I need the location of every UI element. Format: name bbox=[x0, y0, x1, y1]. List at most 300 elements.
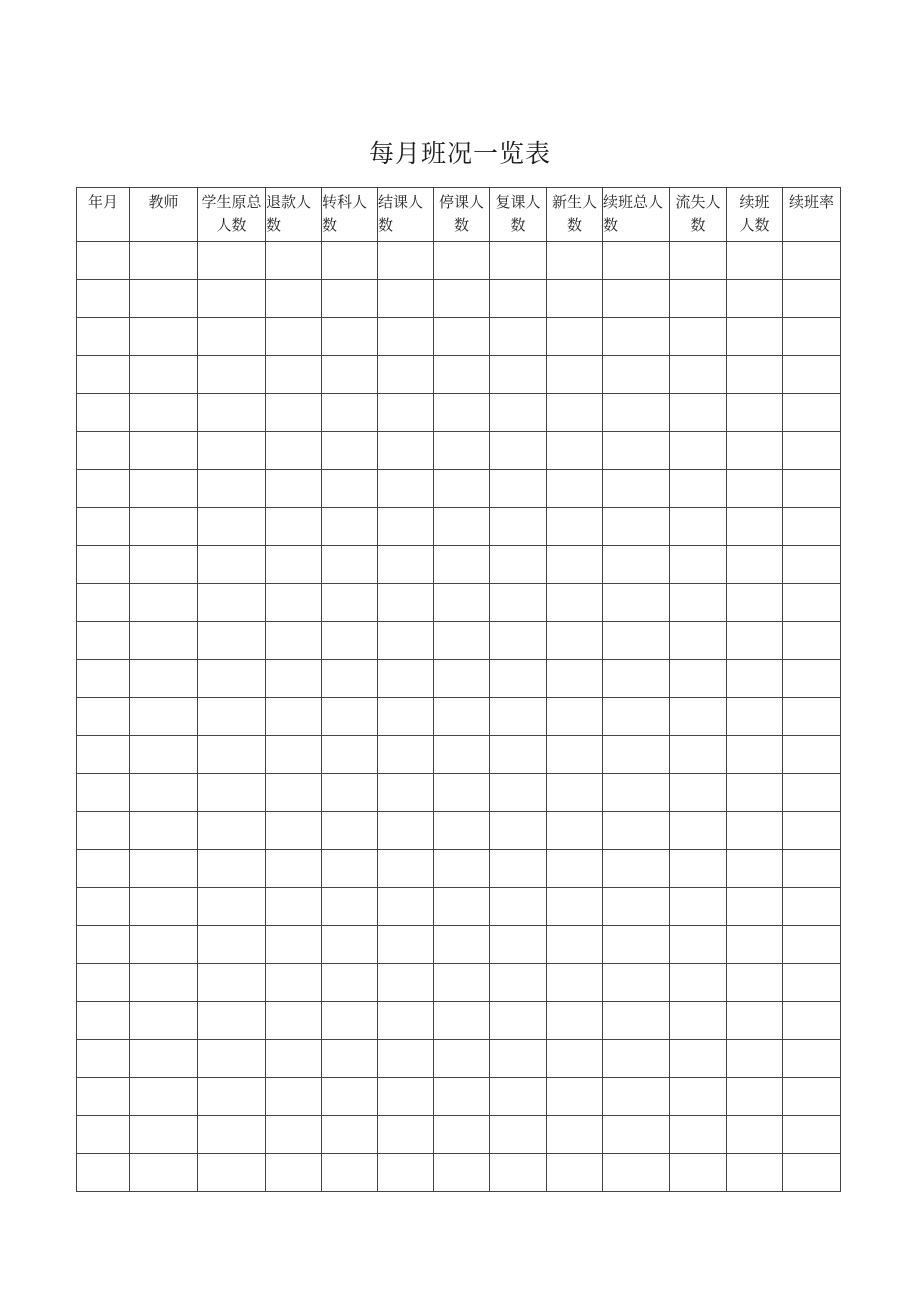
table-cell[interactable] bbox=[378, 774, 434, 812]
table-cell[interactable] bbox=[130, 508, 198, 546]
table-cell[interactable] bbox=[198, 622, 266, 660]
table-cell[interactable] bbox=[603, 280, 670, 318]
table-cell[interactable] bbox=[198, 926, 266, 964]
table-cell[interactable] bbox=[783, 470, 841, 508]
table-cell[interactable] bbox=[783, 1154, 841, 1192]
table-cell[interactable] bbox=[322, 660, 378, 698]
table-cell[interactable] bbox=[77, 888, 130, 926]
table-cell[interactable] bbox=[130, 812, 198, 850]
table-cell[interactable] bbox=[322, 242, 378, 280]
table-cell[interactable] bbox=[547, 318, 603, 356]
table-cell[interactable] bbox=[266, 774, 322, 812]
table-cell[interactable] bbox=[547, 356, 603, 394]
table-cell[interactable] bbox=[490, 394, 547, 432]
table-cell[interactable] bbox=[783, 888, 841, 926]
table-cell[interactable] bbox=[266, 432, 322, 470]
table-cell[interactable] bbox=[727, 356, 783, 394]
table-cell[interactable] bbox=[547, 622, 603, 660]
table-cell[interactable] bbox=[783, 280, 841, 318]
table-cell[interactable] bbox=[322, 584, 378, 622]
table-cell[interactable] bbox=[783, 546, 841, 584]
table-cell[interactable] bbox=[670, 242, 727, 280]
table-cell[interactable] bbox=[603, 812, 670, 850]
table-cell[interactable] bbox=[378, 1154, 434, 1192]
table-cell[interactable] bbox=[670, 698, 727, 736]
table-cell[interactable] bbox=[434, 1154, 490, 1192]
table-cell[interactable] bbox=[378, 318, 434, 356]
table-cell[interactable] bbox=[434, 774, 490, 812]
table-cell[interactable] bbox=[266, 356, 322, 394]
table-cell[interactable] bbox=[130, 584, 198, 622]
table-cell[interactable] bbox=[490, 242, 547, 280]
table-cell[interactable] bbox=[490, 850, 547, 888]
table-cell[interactable] bbox=[727, 242, 783, 280]
table-cell[interactable] bbox=[783, 660, 841, 698]
table-cell[interactable] bbox=[490, 698, 547, 736]
table-cell[interactable] bbox=[670, 546, 727, 584]
table-cell[interactable] bbox=[266, 850, 322, 888]
table-cell[interactable] bbox=[490, 356, 547, 394]
table-cell[interactable] bbox=[198, 546, 266, 584]
table-cell[interactable] bbox=[547, 280, 603, 318]
table-cell[interactable] bbox=[434, 394, 490, 432]
table-cell[interactable] bbox=[547, 1078, 603, 1116]
table-cell[interactable] bbox=[266, 736, 322, 774]
table-cell[interactable] bbox=[490, 470, 547, 508]
table-cell[interactable] bbox=[322, 470, 378, 508]
table-cell[interactable] bbox=[378, 812, 434, 850]
table-cell[interactable] bbox=[130, 1116, 198, 1154]
table-cell[interactable] bbox=[198, 1040, 266, 1078]
table-cell[interactable] bbox=[77, 660, 130, 698]
table-cell[interactable] bbox=[434, 926, 490, 964]
table-cell[interactable] bbox=[198, 1154, 266, 1192]
table-cell[interactable] bbox=[490, 1040, 547, 1078]
table-cell[interactable] bbox=[434, 622, 490, 660]
table-cell[interactable] bbox=[783, 584, 841, 622]
table-cell[interactable] bbox=[603, 432, 670, 470]
table-cell[interactable] bbox=[130, 736, 198, 774]
table-cell[interactable] bbox=[727, 280, 783, 318]
table-cell[interactable] bbox=[322, 622, 378, 660]
table-cell[interactable] bbox=[603, 736, 670, 774]
table-cell[interactable] bbox=[490, 926, 547, 964]
table-cell[interactable] bbox=[727, 698, 783, 736]
table-cell[interactable] bbox=[727, 584, 783, 622]
table-cell[interactable] bbox=[603, 660, 670, 698]
table-cell[interactable] bbox=[130, 1154, 198, 1192]
table-cell[interactable] bbox=[603, 318, 670, 356]
table-cell[interactable] bbox=[434, 280, 490, 318]
table-cell[interactable] bbox=[727, 1040, 783, 1078]
table-cell[interactable] bbox=[266, 698, 322, 736]
table-cell[interactable] bbox=[266, 1078, 322, 1116]
table-cell[interactable] bbox=[783, 1116, 841, 1154]
table-cell[interactable] bbox=[198, 432, 266, 470]
table-cell[interactable] bbox=[603, 850, 670, 888]
table-cell[interactable] bbox=[378, 508, 434, 546]
table-cell[interactable] bbox=[322, 850, 378, 888]
table-cell[interactable] bbox=[266, 508, 322, 546]
table-cell[interactable] bbox=[266, 1116, 322, 1154]
table-cell[interactable] bbox=[603, 1154, 670, 1192]
table-cell[interactable] bbox=[603, 888, 670, 926]
table-cell[interactable] bbox=[434, 584, 490, 622]
table-cell[interactable] bbox=[322, 964, 378, 1002]
table-cell[interactable] bbox=[266, 622, 322, 660]
table-cell[interactable] bbox=[603, 1116, 670, 1154]
table-cell[interactable] bbox=[490, 736, 547, 774]
table-cell[interactable] bbox=[77, 774, 130, 812]
table-cell[interactable] bbox=[603, 1002, 670, 1040]
table-cell[interactable] bbox=[783, 736, 841, 774]
table-cell[interactable] bbox=[783, 812, 841, 850]
table-cell[interactable] bbox=[727, 812, 783, 850]
table-cell[interactable] bbox=[130, 660, 198, 698]
table-cell[interactable] bbox=[603, 698, 670, 736]
table-cell[interactable] bbox=[322, 1154, 378, 1192]
table-cell[interactable] bbox=[547, 660, 603, 698]
table-cell[interactable] bbox=[434, 546, 490, 584]
table-cell[interactable] bbox=[77, 736, 130, 774]
table-cell[interactable] bbox=[130, 698, 198, 736]
table-cell[interactable] bbox=[198, 812, 266, 850]
table-cell[interactable] bbox=[783, 964, 841, 1002]
table-cell[interactable] bbox=[547, 964, 603, 1002]
table-cell[interactable] bbox=[198, 1078, 266, 1116]
table-cell[interactable] bbox=[547, 850, 603, 888]
table-cell[interactable] bbox=[603, 394, 670, 432]
table-cell[interactable] bbox=[783, 394, 841, 432]
table-cell[interactable] bbox=[130, 850, 198, 888]
table-cell[interactable] bbox=[266, 1154, 322, 1192]
table-cell[interactable] bbox=[266, 280, 322, 318]
table-cell[interactable] bbox=[378, 432, 434, 470]
table-cell[interactable] bbox=[77, 698, 130, 736]
table-cell[interactable] bbox=[727, 926, 783, 964]
table-cell[interactable] bbox=[378, 622, 434, 660]
table-cell[interactable] bbox=[322, 432, 378, 470]
table-cell[interactable] bbox=[378, 1116, 434, 1154]
table-cell[interactable] bbox=[727, 546, 783, 584]
table-cell[interactable] bbox=[130, 774, 198, 812]
table-cell[interactable] bbox=[490, 280, 547, 318]
table-cell[interactable] bbox=[322, 508, 378, 546]
table-cell[interactable] bbox=[727, 888, 783, 926]
table-cell[interactable] bbox=[603, 622, 670, 660]
table-cell[interactable] bbox=[322, 356, 378, 394]
table-cell[interactable] bbox=[490, 774, 547, 812]
table-cell[interactable] bbox=[727, 318, 783, 356]
table-cell[interactable] bbox=[434, 356, 490, 394]
table-cell[interactable] bbox=[198, 356, 266, 394]
table-cell[interactable] bbox=[434, 736, 490, 774]
table-cell[interactable] bbox=[77, 926, 130, 964]
table-cell[interactable] bbox=[603, 508, 670, 546]
table-cell[interactable] bbox=[670, 926, 727, 964]
table-cell[interactable] bbox=[322, 318, 378, 356]
table-cell[interactable] bbox=[547, 242, 603, 280]
table-cell[interactable] bbox=[490, 1154, 547, 1192]
table-cell[interactable] bbox=[198, 470, 266, 508]
table-cell[interactable] bbox=[77, 964, 130, 1002]
table-cell[interactable] bbox=[378, 1040, 434, 1078]
table-cell[interactable] bbox=[434, 1040, 490, 1078]
table-cell[interactable] bbox=[77, 850, 130, 888]
table-cell[interactable] bbox=[490, 318, 547, 356]
table-cell[interactable] bbox=[670, 432, 727, 470]
table-cell[interactable] bbox=[77, 242, 130, 280]
table-cell[interactable] bbox=[547, 470, 603, 508]
table-cell[interactable] bbox=[670, 774, 727, 812]
table-cell[interactable] bbox=[434, 964, 490, 1002]
table-cell[interactable] bbox=[727, 660, 783, 698]
table-cell[interactable] bbox=[727, 736, 783, 774]
table-cell[interactable] bbox=[322, 1078, 378, 1116]
table-cell[interactable] bbox=[434, 432, 490, 470]
table-cell[interactable] bbox=[783, 1002, 841, 1040]
table-cell[interactable] bbox=[434, 850, 490, 888]
table-cell[interactable] bbox=[130, 1040, 198, 1078]
table-cell[interactable] bbox=[130, 1078, 198, 1116]
table-cell[interactable] bbox=[727, 774, 783, 812]
table-cell[interactable] bbox=[266, 318, 322, 356]
table-cell[interactable] bbox=[322, 736, 378, 774]
table-cell[interactable] bbox=[783, 508, 841, 546]
table-cell[interactable] bbox=[198, 888, 266, 926]
table-cell[interactable] bbox=[378, 470, 434, 508]
table-cell[interactable] bbox=[434, 470, 490, 508]
table-cell[interactable] bbox=[77, 432, 130, 470]
table-cell[interactable] bbox=[727, 1078, 783, 1116]
table-cell[interactable] bbox=[603, 470, 670, 508]
table-cell[interactable] bbox=[547, 394, 603, 432]
table-cell[interactable] bbox=[77, 546, 130, 584]
table-cell[interactable] bbox=[727, 850, 783, 888]
table-cell[interactable] bbox=[670, 394, 727, 432]
table-cell[interactable] bbox=[783, 318, 841, 356]
table-cell[interactable] bbox=[378, 888, 434, 926]
table-cell[interactable] bbox=[727, 964, 783, 1002]
table-cell[interactable] bbox=[434, 318, 490, 356]
table-cell[interactable] bbox=[670, 660, 727, 698]
table-cell[interactable] bbox=[547, 1040, 603, 1078]
table-cell[interactable] bbox=[783, 850, 841, 888]
table-cell[interactable] bbox=[547, 584, 603, 622]
table-cell[interactable] bbox=[670, 888, 727, 926]
table-cell[interactable] bbox=[266, 812, 322, 850]
table-cell[interactable] bbox=[783, 242, 841, 280]
table-cell[interactable] bbox=[670, 356, 727, 394]
table-cell[interactable] bbox=[378, 584, 434, 622]
table-cell[interactable] bbox=[783, 926, 841, 964]
table-cell[interactable] bbox=[266, 1002, 322, 1040]
table-cell[interactable] bbox=[490, 660, 547, 698]
table-cell[interactable] bbox=[727, 1002, 783, 1040]
table-cell[interactable] bbox=[490, 508, 547, 546]
table-cell[interactable] bbox=[547, 546, 603, 584]
table-cell[interactable] bbox=[266, 660, 322, 698]
table-cell[interactable] bbox=[77, 394, 130, 432]
table-cell[interactable] bbox=[266, 470, 322, 508]
table-cell[interactable] bbox=[547, 432, 603, 470]
table-cell[interactable] bbox=[77, 318, 130, 356]
table-cell[interactable] bbox=[322, 774, 378, 812]
table-cell[interactable] bbox=[547, 698, 603, 736]
table-cell[interactable] bbox=[434, 508, 490, 546]
table-cell[interactable] bbox=[670, 622, 727, 660]
table-cell[interactable] bbox=[490, 1002, 547, 1040]
table-cell[interactable] bbox=[783, 698, 841, 736]
table-cell[interactable] bbox=[266, 546, 322, 584]
table-cell[interactable] bbox=[727, 1154, 783, 1192]
table-cell[interactable] bbox=[266, 926, 322, 964]
table-cell[interactable] bbox=[727, 432, 783, 470]
table-cell[interactable] bbox=[670, 508, 727, 546]
table-cell[interactable] bbox=[130, 926, 198, 964]
table-cell[interactable] bbox=[603, 1040, 670, 1078]
table-cell[interactable] bbox=[434, 888, 490, 926]
table-cell[interactable] bbox=[322, 546, 378, 584]
table-cell[interactable] bbox=[670, 318, 727, 356]
table-cell[interactable] bbox=[434, 812, 490, 850]
table-cell[interactable] bbox=[490, 432, 547, 470]
table-cell[interactable] bbox=[378, 964, 434, 1002]
table-cell[interactable] bbox=[547, 812, 603, 850]
table-cell[interactable] bbox=[198, 280, 266, 318]
table-cell[interactable] bbox=[727, 470, 783, 508]
table-cell[interactable] bbox=[547, 1154, 603, 1192]
table-cell[interactable] bbox=[322, 1040, 378, 1078]
table-cell[interactable] bbox=[77, 584, 130, 622]
table-cell[interactable] bbox=[603, 926, 670, 964]
table-cell[interactable] bbox=[378, 1002, 434, 1040]
table-cell[interactable] bbox=[603, 584, 670, 622]
table-cell[interactable] bbox=[130, 356, 198, 394]
table-cell[interactable] bbox=[490, 888, 547, 926]
table-cell[interactable] bbox=[670, 736, 727, 774]
table-cell[interactable] bbox=[77, 470, 130, 508]
table-cell[interactable] bbox=[490, 546, 547, 584]
table-cell[interactable] bbox=[77, 622, 130, 660]
table-cell[interactable] bbox=[490, 622, 547, 660]
table-cell[interactable] bbox=[547, 888, 603, 926]
table-cell[interactable] bbox=[266, 964, 322, 1002]
table-cell[interactable] bbox=[130, 394, 198, 432]
table-cell[interactable] bbox=[77, 280, 130, 318]
table-cell[interactable] bbox=[727, 1116, 783, 1154]
table-cell[interactable] bbox=[198, 1116, 266, 1154]
table-cell[interactable] bbox=[378, 850, 434, 888]
table-cell[interactable] bbox=[378, 394, 434, 432]
table-cell[interactable] bbox=[198, 850, 266, 888]
table-cell[interactable] bbox=[783, 356, 841, 394]
table-cell[interactable] bbox=[670, 1154, 727, 1192]
table-cell[interactable] bbox=[77, 1116, 130, 1154]
table-cell[interactable] bbox=[77, 1078, 130, 1116]
table-cell[interactable] bbox=[670, 812, 727, 850]
table-cell[interactable] bbox=[603, 546, 670, 584]
table-cell[interactable] bbox=[198, 394, 266, 432]
table-cell[interactable] bbox=[490, 1116, 547, 1154]
table-cell[interactable] bbox=[322, 394, 378, 432]
table-cell[interactable] bbox=[266, 394, 322, 432]
table-cell[interactable] bbox=[130, 470, 198, 508]
table-cell[interactable] bbox=[434, 660, 490, 698]
table-cell[interactable] bbox=[783, 432, 841, 470]
table-cell[interactable] bbox=[378, 736, 434, 774]
table-cell[interactable] bbox=[266, 1040, 322, 1078]
table-cell[interactable] bbox=[77, 1002, 130, 1040]
table-cell[interactable] bbox=[378, 356, 434, 394]
table-cell[interactable] bbox=[198, 774, 266, 812]
table-cell[interactable] bbox=[130, 242, 198, 280]
table-cell[interactable] bbox=[378, 280, 434, 318]
table-cell[interactable] bbox=[378, 546, 434, 584]
table-cell[interactable] bbox=[198, 318, 266, 356]
table-cell[interactable] bbox=[130, 280, 198, 318]
table-cell[interactable] bbox=[378, 698, 434, 736]
table-cell[interactable] bbox=[322, 1116, 378, 1154]
table-cell[interactable] bbox=[547, 1116, 603, 1154]
table-cell[interactable] bbox=[434, 1116, 490, 1154]
table-cell[interactable] bbox=[130, 964, 198, 1002]
table-cell[interactable] bbox=[490, 1078, 547, 1116]
table-cell[interactable] bbox=[130, 432, 198, 470]
table-cell[interactable] bbox=[670, 584, 727, 622]
table-cell[interactable] bbox=[547, 1002, 603, 1040]
table-cell[interactable] bbox=[783, 1040, 841, 1078]
table-cell[interactable] bbox=[603, 1078, 670, 1116]
table-cell[interactable] bbox=[434, 1002, 490, 1040]
table-cell[interactable] bbox=[670, 280, 727, 318]
table-cell[interactable] bbox=[322, 698, 378, 736]
table-cell[interactable] bbox=[670, 1116, 727, 1154]
table-cell[interactable] bbox=[198, 242, 266, 280]
table-cell[interactable] bbox=[198, 1002, 266, 1040]
table-cell[interactable] bbox=[670, 1040, 727, 1078]
table-cell[interactable] bbox=[783, 774, 841, 812]
table-cell[interactable] bbox=[670, 470, 727, 508]
table-cell[interactable] bbox=[783, 1078, 841, 1116]
table-cell[interactable] bbox=[77, 1154, 130, 1192]
table-cell[interactable] bbox=[670, 1078, 727, 1116]
table-cell[interactable] bbox=[77, 812, 130, 850]
table-cell[interactable] bbox=[322, 888, 378, 926]
table-cell[interactable] bbox=[266, 888, 322, 926]
table-cell[interactable] bbox=[727, 508, 783, 546]
table-cell[interactable] bbox=[130, 622, 198, 660]
table-cell[interactable] bbox=[378, 242, 434, 280]
table-cell[interactable] bbox=[378, 660, 434, 698]
table-cell[interactable] bbox=[77, 508, 130, 546]
table-cell[interactable] bbox=[198, 584, 266, 622]
table-cell[interactable] bbox=[378, 1078, 434, 1116]
table-cell[interactable] bbox=[378, 926, 434, 964]
table-cell[interactable] bbox=[266, 584, 322, 622]
table-cell[interactable] bbox=[198, 508, 266, 546]
table-cell[interactable] bbox=[198, 660, 266, 698]
table-cell[interactable] bbox=[547, 736, 603, 774]
table-cell[interactable] bbox=[434, 242, 490, 280]
table-cell[interactable] bbox=[603, 242, 670, 280]
table-cell[interactable] bbox=[322, 812, 378, 850]
table-cell[interactable] bbox=[670, 850, 727, 888]
table-cell[interactable] bbox=[434, 1078, 490, 1116]
table-cell[interactable] bbox=[547, 508, 603, 546]
table-cell[interactable] bbox=[77, 356, 130, 394]
table-cell[interactable] bbox=[130, 1002, 198, 1040]
